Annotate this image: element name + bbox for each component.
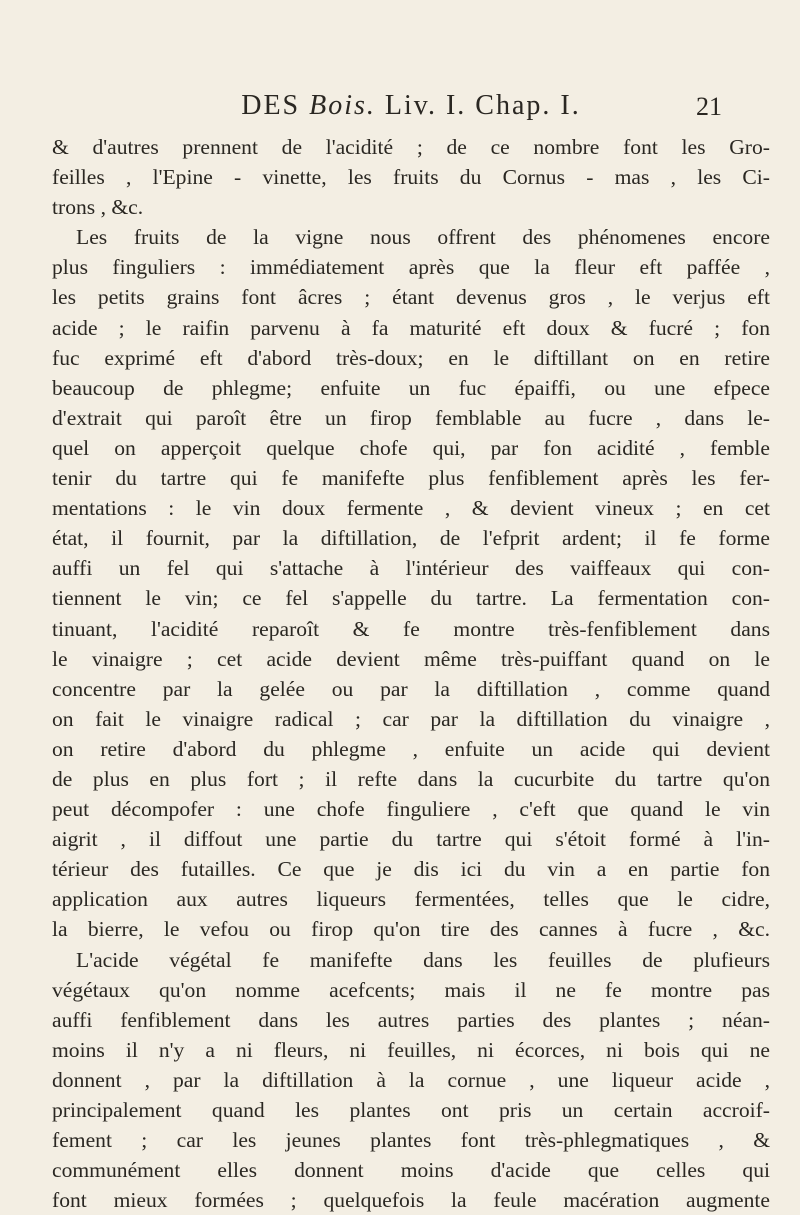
text-line: térieur des futailles. Ce que je dis ici du vin a en partie fon — [52, 857, 770, 882]
text-line: état, il fournit, par la diftillation, de l'efprit ardent; il fe forme — [52, 526, 770, 551]
text-line: Les fruits de la vigne nous offrent des phénomenes encore — [76, 225, 770, 250]
text-line: quel on apperçoit quelque chofe qui, par fon acidité , femble — [52, 435, 770, 460]
text-line: végétaux qu'on nomme acefcents; mais il ne fe montre pas — [52, 977, 770, 1002]
text-line: la bierre, le vefou ou firop qu'on tire des cannes à fucre , &c. — [52, 917, 770, 942]
text-line: principalement quand les plantes ont pris un certain accroif- — [52, 1098, 770, 1122]
text-line: tenir du tartre qui fe manifefte plus fenfiblement après les fer- — [52, 466, 770, 491]
text-line: le vinaigre ; cet acide devient même très-puiffant quand on le — [52, 646, 770, 671]
text-line: auffi un fel qui s'attache à l'intérieur des vaiffeaux qui con- — [52, 556, 770, 581]
text-line: beaucoup de phlegme; enfuite un fuc épaiffi, ou une efpece — [52, 375, 770, 400]
text-line: peut décompofer : une chofe finguliere , c'eft que quand le vin — [52, 797, 770, 822]
running-title-suffix: Liv. I. Chap. I. — [384, 90, 581, 121]
text-line: application aux autres liqueurs fermentées, telles que le cidre, — [52, 887, 770, 912]
text-line: concentre par la gelée ou par la diftillation , comme quand — [52, 676, 770, 701]
text-line: auffi fenfiblement dans les autres parties des plantes ; néan- — [52, 1007, 770, 1032]
text-line: fement ; car les jeunes plantes font très-phlegmatiques , & — [52, 1128, 770, 1153]
text-line: on retire d'abord du phlegme , enfuite un acide qui devient — [52, 736, 770, 761]
running-title-prefix: DES — [241, 90, 301, 121]
text-line: font mieux formées ; quelquefois la feule macération augmente — [52, 1188, 770, 1213]
text-line: communément elles donnent moins d'acide que celles qui — [52, 1158, 770, 1183]
text-line: acide ; le raifin parvenu à fa maturité eft doux & fucré ; fon — [52, 315, 770, 340]
text-line: tiennent le vin; ce fel s'appelle du tartre. La fermentation con- — [52, 586, 770, 611]
text-line: & d'autres prennent de l'acidité ; de ce nombre font les Gro- — [52, 135, 770, 159]
text-line: feilles , l'Epine - vinette, les fruits du Cornus - mas , les Ci- — [52, 165, 770, 190]
text-line: on fait le vinaigre radical ; car par la diftillation du vinaigre , — [52, 706, 770, 731]
text-line: fuc exprimé eft d'abord très-doux; en le diftillant on en retire — [52, 345, 770, 370]
page-number: 21 — [696, 92, 722, 121]
text-line: moins il n'y a ni fleurs, ni feuilles, ni écorces, ni bois qui ne — [52, 1037, 770, 1062]
running-title-italic: Bois. — [309, 90, 376, 121]
text-line: aigrit , il diffout une partie du tartre qui s'étoit formé à l'in- — [52, 827, 770, 852]
body-text — [52, 132, 770, 1215]
text-line: mentations : le vin doux fermente , & devient vineux ; en cet — [52, 496, 770, 521]
text-line: plus finguliers : immédiatement après que la fleur eft paffée , — [52, 255, 770, 280]
text-line: de plus en plus fort ; il refte dans la cucurbite du tartre qu'on — [52, 766, 770, 791]
text-line: les petits grains font âcres ; étant devenus gros , le verjus eft — [52, 285, 770, 310]
text-line: tinuant, l'acidité reparoît & fe montre très-fenfiblement dans — [52, 616, 770, 641]
page-header — [100, 90, 722, 130]
running-title — [100, 90, 722, 122]
text-line: trons , &c. — [52, 195, 144, 220]
text-line: L'acide végétal fe manifefte dans les feuilles de plufieurs — [76, 947, 770, 972]
text-line: d'extrait qui paroît être un firop femblable au fucre , dans le- — [52, 405, 770, 430]
text-line: donnent , par la diftillation à la cornue , une liqueur acide , — [52, 1067, 770, 1092]
